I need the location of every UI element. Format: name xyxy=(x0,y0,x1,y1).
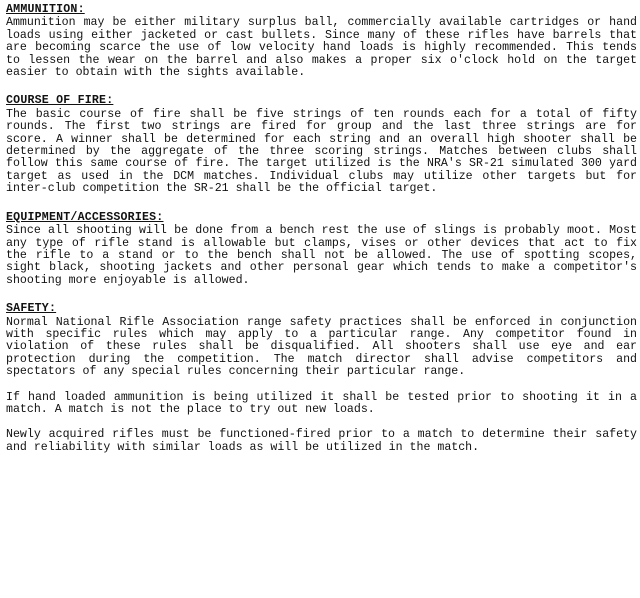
section-paragraph: Normal National Rifle Association range safety practices shall be enforced in conjunction with specific rules which may apply to a particular range. Any competitor found in violation of these rules shall be disqualified. All shooters shall use eye and ear protection during the competition. The match director shall advise competitors and spectators of any special rules concerning their particular range. xyxy=(6,315,637,379)
section-ammunition xyxy=(6,4,637,79)
section-paragraph: Since all shooting will be done from a bench rest the use of slings is probably moot. Most any type of rifle stand is allowable but clamps, vises or other devices that act to fix the rifle to a stand or to the bench shall not be allowed. The use of spotting scopes, sight black, shooting jackets and other personal gear which tends to make a competitor's shooting more enjoyable is allowed. xyxy=(6,224,637,287)
section-equipment-accessories xyxy=(6,212,637,287)
section-course-of-fire xyxy=(6,95,637,195)
section-paragraph: Newly acquired rifles must be functioned-fired prior to a match to determine their safety and reliability with similar loads as will be utilized in the match. xyxy=(6,428,637,454)
section-paragraph: Ammunition may be either military surplus ball, commercially available cartridges or hand loads using either jacketed or cast bullets. Since many of these rifles have barrels that are becoming scarce the use of low velocity hand loads is highly recommended. This tends to lessen the wear on the barrel and also makes a proper six o'clock hold on the target easier to obtain with the sights available. xyxy=(6,16,637,80)
section-heading: SAFETY: xyxy=(6,302,57,316)
section-heading: COURSE OF FIRE: xyxy=(6,94,114,108)
section-heading: AMMUNITION: xyxy=(6,3,85,16)
section-safety xyxy=(6,303,637,454)
section-paragraph: If hand loaded ammunition is being utilized it shall be tested prior to shooting it in a match. A match is not the place to try out new loads. xyxy=(6,390,637,416)
section-paragraph: The basic course of fire shall be five strings of ten rounds each for a total of fifty rounds. The first two strings are fired for group and the last three strings are for score. A winner shall be determined for each string and an overall high shooter shall be determined by the aggregate of the three scoring strings. Matches between clubs shall follow this same course of fire. The target utilized is the NRA's SR-21 simulated 300 yard target as used in the DCM matches. Individual clubs may utilize other targets but for inter-club competition the SR-21 shall be the official target. xyxy=(6,107,637,196)
section-heading: EQUIPMENT/ACCESSORIES: xyxy=(6,210,164,224)
